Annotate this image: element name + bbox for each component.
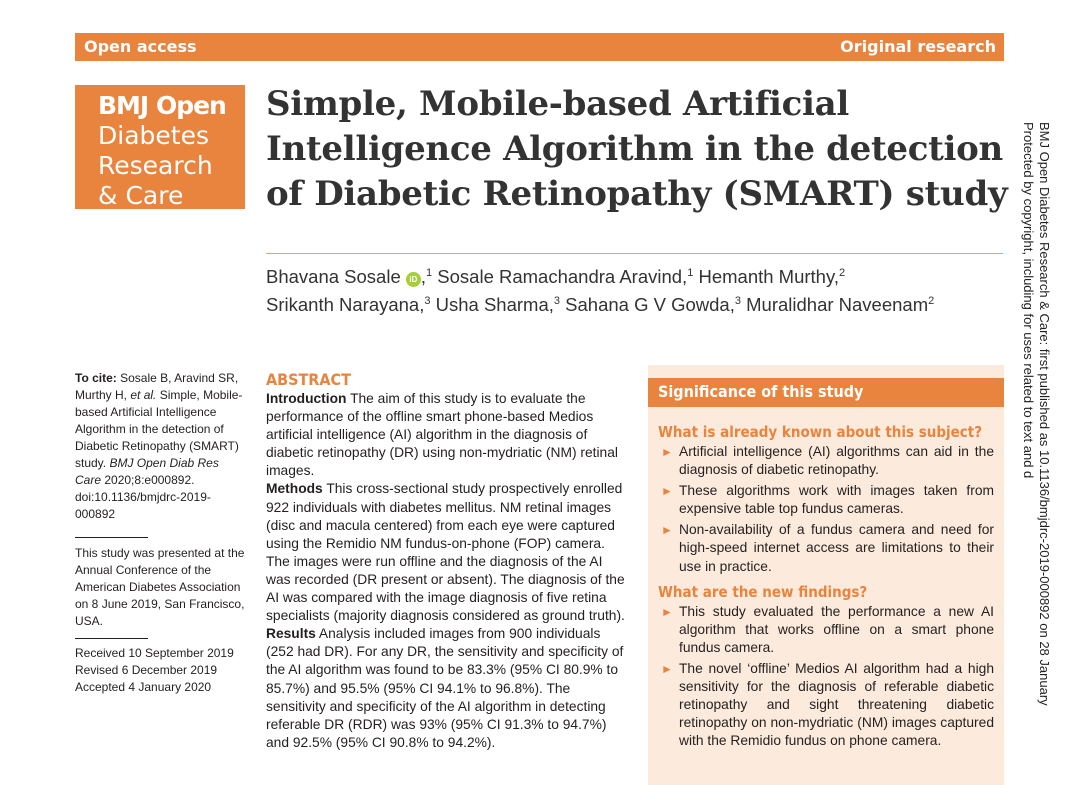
orcid-icon[interactable]: iD [406, 272, 421, 287]
author-name[interactable]: Sahana G V Gowda, [565, 294, 735, 316]
abstract-text: Analysis included images from 900 individuals (252 had DR). For any DR, the sensitivity and specificity of the AI algorithm was found to be 83.3% (95% CI 80.9% to 85.7%) and 95.5% (95% CI 94.1% to 96.8%). The sensitivity and specificity of the AI algorithm in detecting referable DR (RDR) was 93% (95% CI 91.3% to 94.7%) and 92.5% (95% CI 90.8% to 94.2%). [266, 626, 624, 750]
author-line [266, 289, 1016, 317]
list-item [658, 443, 994, 479]
list-item-text: This study evaluated the performance a new AI algorithm that works offline on a smart phone fundus camera. [679, 603, 994, 655]
cite-etal: et al. [130, 388, 157, 402]
affiliation-sup: 2 [928, 295, 935, 308]
list-item-text: These algorithms work with images taken from expensive table top fundus cameras. [679, 483, 994, 517]
abstract-introduction [266, 390, 628, 480]
bullet-triangle-icon: ► [661, 484, 673, 499]
significance-body [658, 422, 994, 753]
journal-logo-line: BMJ Open [98, 91, 226, 120]
significance-heading: Significance of this study [648, 378, 1004, 407]
affiliation-sup: 2 [838, 267, 846, 279]
author-name[interactable]: Sosale Ramachandra Aravind, [437, 266, 688, 288]
list-item-text: Non-availability of a fundus camera and need for high-speed internet access are limitations to their use in practice. [679, 522, 994, 574]
cite-journal: BMJ Open Diab Res Care [75, 456, 219, 487]
cite-text: Simple, Mobile-based Artificial Intelligence Algorithm in the detection of Diabetic Retinopathy (SMART) study. [75, 388, 243, 470]
abstract-heading: ABSTRACT [266, 370, 351, 389]
abstract-text: The aim of this study is to evaluate the performance of the offline smart phone-based Medios artificial intelligence (AI) algorithm in the diagnosis of diabetic retinopathy (DR) using non-mydriatic (NM) retinal images. [266, 391, 618, 479]
abstract-methods [266, 480, 628, 625]
list-item-text: Artificial intelligence (AI) algorithms can aid in the diagnosis of diabetic retinopathy. [679, 444, 994, 478]
bullet-triangle-icon: ► [661, 604, 673, 619]
sidebar-divider [75, 638, 148, 639]
history-dates [75, 645, 245, 696]
list-item [658, 660, 994, 750]
affiliation-sup: 3 [553, 295, 561, 308]
author-name[interactable]: Srikanth Narayana, [266, 294, 425, 316]
author-name[interactable]: Muralidhar Naveenam [746, 294, 929, 316]
title-divider [266, 253, 1003, 254]
side-note-line: Protected by copyright, including for uses related to text and d [1021, 122, 1036, 479]
article-sidebar [75, 370, 245, 696]
abstract-results [266, 625, 628, 752]
affiliation-sup: 3 [734, 295, 741, 308]
abstract-label: Introduction [266, 391, 347, 406]
header-bar [75, 33, 1004, 61]
abstract-text: This cross-sectional study prospectively enrolled 922 individuals with diabetes mellitus. NM retinal images (disc and macula centered) from each eye were captured using the Remidio NM fundus-on-phone (FOP) camera. The images were run offline and the diagnosis of the AI was recorded (DR present or absent). The diagnosis of the AI was compared with the image diagnosis of five retina specialists (majority diagnosis considered as ground truth). [266, 481, 625, 624]
new-findings-list [658, 603, 994, 751]
new-findings-heading: What are the new findings? [658, 582, 868, 601]
article-title: Simple, Mobile-based Artificial Intelligence Algorithm in the detection of Diabetic Retinopathy (SMART) study [266, 84, 1008, 214]
list-item-text: The novel ‘offline’ Medios AI algorithm had a high sensitivity for the diagnosis of referable diabetic retinopathy and sight threatening diabetic retinopathy on non-mydriatic (NM) images captured with the Remidio fundus on phone camera. [679, 660, 994, 749]
bullet-triangle-icon: ► [661, 445, 673, 459]
cite-label: To cite: [75, 371, 117, 385]
presentation-note: This study was presented at the Annual Conference of the American Diabetes Association on 8 June 2019, San Francisco, USA. [75, 546, 245, 628]
abstract-label: Methods [266, 481, 323, 497]
side-note-line: BMJ Open Diabetes Research & Care: first published as 10.1136/bmjdrc-2019-000892 on 28 January [1037, 122, 1052, 706]
author-line: Bhavana Sosale iD ,$^1$ Sosale Ramachandra Aravind,$^1$ Hemanth Murthy,$^2$ [266, 266, 846, 288]
cite-doi[interactable]: 2020;8:e000892. doi:10.1136/bmjdrc-2019-000892 [75, 473, 211, 521]
affiliation-sup: 1 [687, 267, 694, 279]
significance-box [648, 365, 1004, 785]
affiliation-sup: 1 [426, 267, 433, 279]
abstract-label: Results [266, 626, 316, 642]
bullet-triangle-icon: ► [661, 661, 673, 676]
list-item [658, 521, 994, 575]
received-date: Received 10 September 2019 [75, 646, 234, 660]
journal-logo-line: Diabetes [98, 121, 209, 150]
author-name[interactable]: Bhavana Sosale [266, 266, 401, 288]
affiliation-sup: 3 [424, 295, 431, 308]
known-heading: What is already known about this subject? [658, 423, 983, 441]
bullet-triangle-icon: ► [661, 523, 673, 538]
author-name[interactable]: Hemanth Murthy, [698, 266, 839, 288]
citation-block [75, 370, 245, 520]
article-type-label: Original research [840, 37, 996, 56]
cite-text: Sosale B, Aravind SR, Murthy H, [75, 371, 239, 402]
sidebar-divider [75, 537, 148, 538]
revised-date: Revised 6 December 2019 [75, 663, 218, 677]
accepted-date: Accepted 4 January 2020 [75, 680, 212, 694]
open-access-label: Open access [84, 37, 197, 56]
journal-logo [75, 85, 245, 209]
known-list [658, 443, 994, 576]
list-item [658, 482, 994, 518]
author-name[interactable]: Usha Sharma, [435, 294, 554, 316]
abstract [266, 370, 628, 752]
copyright-side-note [1020, 122, 1052, 706]
list-item [658, 603, 994, 657]
journal-logo-line: Research [98, 151, 213, 180]
journal-logo-line: & Care [98, 181, 184, 210]
author-list [266, 261, 1016, 317]
